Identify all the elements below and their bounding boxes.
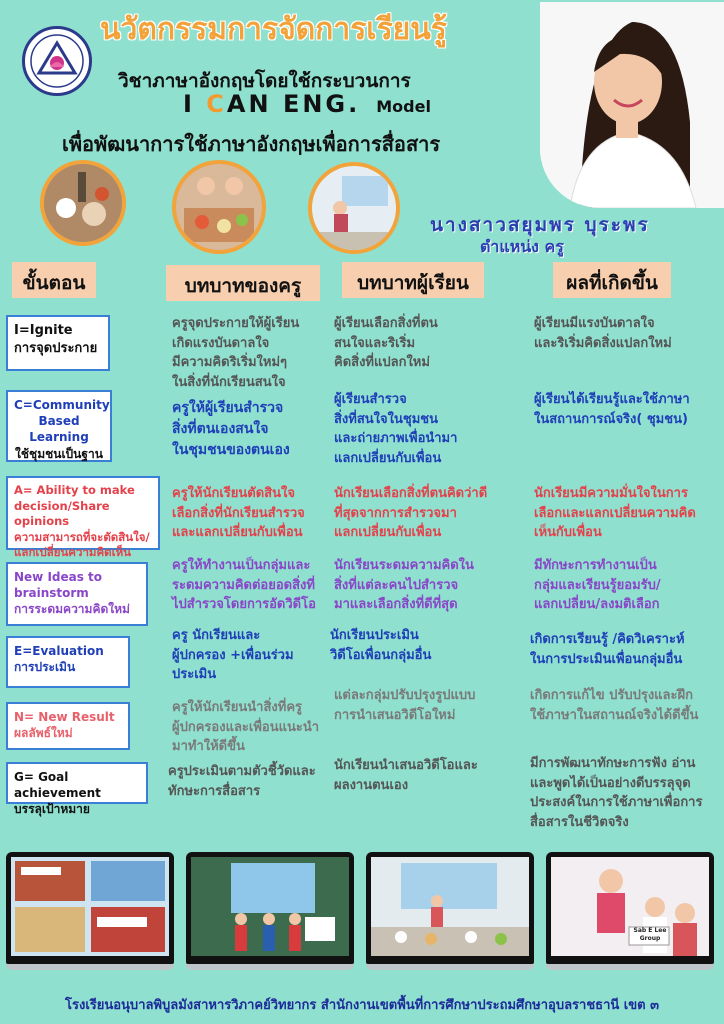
outcome-community — [534, 390, 720, 429]
student-role-new-ideas — [334, 556, 520, 615]
text-line: นักเรียนเลือกสิ่งที่ตนคิดว่าดี — [334, 486, 488, 501]
text-line: แลกเปลี่ยนกับเพื่อน — [334, 450, 442, 466]
column-header-student-role: บทบาทผู้เรียน — [342, 262, 484, 298]
text-line: ในการประเมินเพื่อนกลุ่มอื่น — [530, 651, 683, 667]
teacher-name: นางสาวสยุมพร บุระพร — [430, 214, 650, 236]
text-line: และถ่ายภาพเพื่อนำมา — [334, 431, 458, 446]
text-line: กลุ่มและเรียนรู้ยอมรับ/ — [534, 577, 661, 593]
text-line: ใช้ภาษาในสถานณ์จริงได้ดีขึ้น — [530, 707, 699, 723]
photo-presentation — [308, 162, 400, 254]
text-line: และริเริ่มคิดสิ่งแปลกใหม่ — [534, 335, 672, 351]
text-line: สนใจและริเริ่ม — [334, 335, 416, 351]
student-role-new-result — [334, 686, 520, 725]
model-name — [183, 90, 431, 118]
step-new-result — [6, 702, 130, 750]
text-line: ครูประเมินตามตัวชี้วัดและ — [168, 764, 316, 779]
model-part3: NG. — [302, 90, 361, 118]
text-line: แลกเปลี่ยนกับเพื่อน — [334, 525, 442, 540]
text-line: ในสิ่งที่นักเรียนสนใจ — [172, 374, 286, 390]
step-ignite — [6, 315, 110, 371]
text-line: มาและเลือกสิ่งที่ดีที่สุด — [334, 597, 458, 612]
text-line: นักเรียนประเมิน — [330, 628, 419, 643]
laptop-photo-group — [546, 852, 714, 970]
footer-school-name: โรงเรียนอนุบาลพิบูลมังสาหารวิภาคย์วิทยากร สำนักงานเขตพื้นที่การศึกษาประถมศึกษาอุบลราชธานี เขต ๓ — [65, 998, 659, 1013]
text-line: มีการพัฒนาทักษะการฟัง อ่าน — [530, 756, 696, 771]
text-line: ผลงานตนเอง — [334, 777, 409, 793]
page-title: นวัตกรรมการจัดการเรียนรู้ — [100, 12, 447, 47]
text-line: มีความคิดริเริ่มใหม่ๆ — [172, 355, 288, 370]
model-c: C — [206, 90, 227, 118]
laptop-photo-students-board — [186, 852, 354, 970]
step-en: New Ideas to brainstorm — [14, 570, 103, 601]
school-logo — [22, 26, 92, 96]
teacher-role-new-ideas — [172, 556, 342, 615]
outcome-evaluation — [530, 630, 720, 669]
teacher-portrait — [540, 2, 724, 208]
text-line: ที่สุดจากการสำรวจมา — [334, 505, 457, 521]
step-th: การระดมความคิดใหม่ — [14, 602, 130, 617]
outcome-ability — [534, 484, 720, 543]
text-line: ผู้ปกครอง +เพื่อนร่วม — [172, 647, 294, 663]
subtitle-purpose: เพื่อพัฒนาการใช้ภาษาอังกฤษเพื่อการสื่อสาร — [62, 132, 441, 156]
text-line: ในสถานการณ์จริง( ชุมชน) — [534, 411, 688, 427]
text-line: สิ่งที่แต่ละคนไปสำรวจ — [334, 577, 459, 593]
text-line: เกิดการเรียนรู้ /คิดวิเคราะห์ — [530, 632, 685, 647]
text-line: เลือกและแลกเปลี่ยนความคิด — [534, 505, 696, 521]
student-role-goal — [334, 756, 520, 795]
student-role-evaluation — [330, 626, 516, 665]
group-sign-line2: Group — [639, 935, 661, 942]
text-line: ผู้เรียนสำรวจ — [334, 392, 407, 407]
text-line: ครูให้นักเรียนนำสิ่งที่ครู — [172, 700, 302, 715]
text-line: นักเรียนมีความมั่นใจในการ — [534, 486, 688, 501]
step-evaluation — [6, 636, 130, 688]
step-goal-achievement — [6, 762, 148, 817]
text-line: และแลกเปลี่ยนกับเพื่อน — [172, 525, 303, 540]
column-header-outcome: ผลที่เกิดขึ้น — [553, 262, 671, 298]
text-line: ไปสำรวจโดยการอัดวิดีโอ — [172, 597, 316, 612]
text-line: สื่อสารในชีวิตจริง — [530, 814, 629, 830]
subtitle-subject: วิชาภาษาอังกฤษโดยใช้กระบวนการ — [118, 70, 411, 92]
step-en: N= New Result — [14, 710, 115, 724]
text-line: ครู นักเรียนและ — [172, 628, 261, 643]
step-en: E=Evaluation — [14, 644, 104, 658]
text-line: นักเรียนนำเสนอวิดีโอและ — [334, 758, 478, 773]
text-line: ทักษะการสื่อสาร — [168, 783, 261, 799]
text-line: เกิดการแก้ไข ปรับปรุงและฝึก — [530, 688, 693, 703]
step-th: การจุดประกาย — [14, 340, 98, 356]
text-line: คิดสิ่งที่แปลกใหม่ — [334, 355, 430, 370]
student-role-ignite — [334, 314, 514, 373]
outcome-ignite — [534, 314, 720, 353]
photo-students-food — [172, 160, 266, 254]
teacher-position: ตำแหน่ง ครู — [480, 237, 564, 256]
text-line: ผู้เรียนเลือกสิ่งที่ตน — [334, 316, 438, 331]
step-en: G= Goal achievement — [14, 770, 101, 801]
text-line: เกิดแรงบันดาลใจ — [172, 335, 270, 351]
step-en: I=Ignite — [14, 323, 73, 338]
text-line: มาทำให้ดีขึ้น — [172, 739, 245, 754]
teacher-role-goal — [168, 762, 338, 801]
photo-food-table — [40, 160, 126, 246]
teacher-role-new-result — [172, 698, 342, 757]
text-line: เลือกสิ่งที่นักเรียนสำรวจ — [172, 505, 305, 521]
text-line: สิ่งที่สนใจในชุมชน — [334, 411, 438, 427]
laptop-photo-community — [6, 852, 174, 970]
laptop-photo-food-presentation — [366, 852, 534, 970]
outcome-new-ideas — [534, 556, 720, 615]
step-th: บรรลุเป้าหมาย — [14, 802, 90, 817]
student-role-community — [334, 390, 514, 468]
column-header-steps: ขั้นตอน — [12, 262, 96, 298]
text-line: เห็นกับเพื่อน — [534, 525, 602, 540]
step-ability — [6, 476, 160, 560]
text-line: นักเรียนระดมความคิดใน — [334, 558, 474, 573]
column-header-teacher-role: บทบาทของครู — [166, 265, 320, 301]
teacher-role-ability — [172, 484, 342, 543]
step-th: ใช้ชุมชนเป็นฐาน — [15, 446, 103, 461]
step-en: C=Community Based Learning — [14, 398, 110, 445]
step-th: ผลลัพธ์ใหม่ — [14, 726, 73, 741]
group-sign-line1: Sab E Lee — [633, 927, 667, 934]
step-en: A= Ability to make decision/Share opinions — [14, 483, 135, 529]
model-part1: I — [183, 90, 207, 118]
text-line: แต่ละกลุ่มปรับปรุงรูปแบบ — [334, 688, 476, 703]
text-line: ระดมความคิดต่อยอดสิ่งที่ — [172, 577, 315, 593]
text-line: ประเมิน — [172, 667, 217, 682]
text-line: สิ่งที่ตนเองสนใจ — [172, 421, 269, 437]
text-line: ผู้ปกครองและเพื่อนแนะนำ — [172, 719, 320, 735]
teacher-role-community — [172, 398, 340, 461]
text-line: แลกเปลี่ยน/ลงมติเลือก — [534, 597, 660, 612]
text-line: ครูให้นักเรียนตัดสินใจ — [172, 486, 295, 501]
step-th: การประเมิน — [14, 660, 76, 675]
teacher-role-ignite — [172, 314, 340, 392]
model-word: Model — [376, 97, 431, 116]
model-part2: AN E — [226, 90, 303, 118]
step-community — [6, 390, 112, 462]
step-new-ideas — [6, 562, 148, 626]
text-line: ครูให้ผู้เรียนสำรวจ — [172, 400, 284, 416]
text-line: ในชุมชนของตนเอง — [172, 442, 290, 458]
text-line: และพูดได้เป็นอย่างดีบรรลุจุด — [530, 775, 691, 791]
outcome-goal — [530, 754, 720, 832]
text-line: ผู้เรียนได้เรียนรู้และใช้ภาษา — [534, 392, 690, 407]
text-line: ผู้เรียนมีแรงบันดาลใจ — [534, 316, 655, 331]
text-line: ครูให้ทำงานเป็นกลุ่มและ — [172, 558, 311, 573]
text-line: ครูจุดประกายให้ผู้เรียน — [172, 316, 300, 331]
text-line: วิดีโอเพื่อนกลุ่มอื่น — [330, 647, 432, 663]
student-role-ability — [334, 484, 520, 543]
text-line: ประสงค์ในการใช้ภาษาเพื่อการ — [530, 795, 703, 810]
teacher-role-evaluation — [172, 626, 342, 685]
outcome-new-result — [530, 686, 720, 725]
text-line: การนำเสนอวิดีโอใหม่ — [334, 707, 456, 723]
text-line: มีทักษะการทำงานเป็น — [534, 558, 657, 573]
step-th: ความสามารถที่จะตัดสินใจ/แลกเปลี่ยนความคิดเห็น — [14, 529, 150, 560]
